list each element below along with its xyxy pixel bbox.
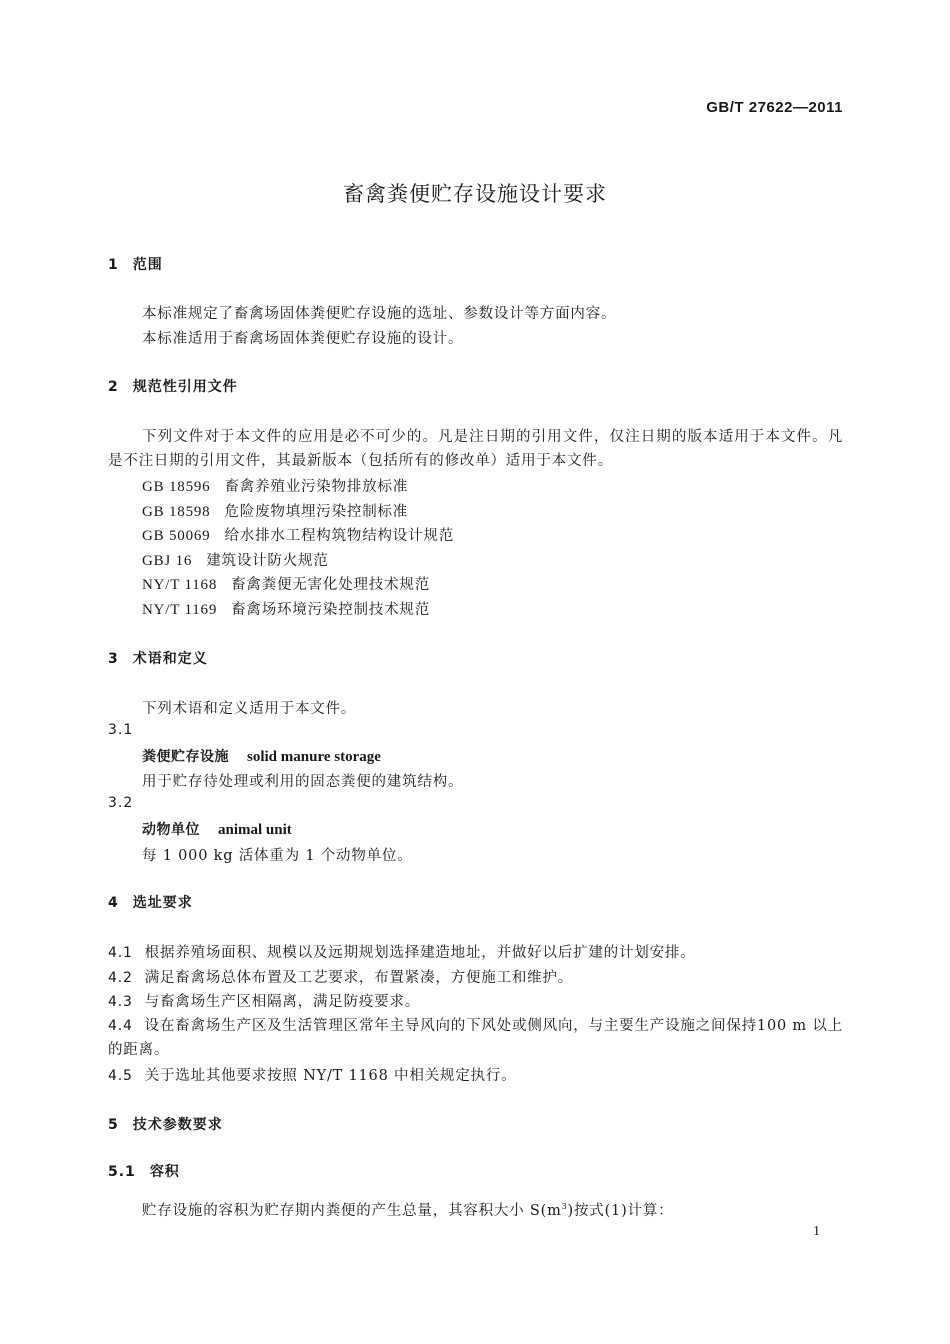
- subsection-title: 容积: [149, 1164, 180, 1180]
- subsection-5-1-heading: [108, 1161, 180, 1181]
- clause-number: 4.5: [108, 1068, 133, 1084]
- clause-number: 4.3: [108, 994, 133, 1010]
- reference-title: 建筑设计防火规范: [206, 553, 329, 569]
- reference-title: 畜禽场环境污染控制技术规范: [231, 602, 431, 618]
- clause: [108, 1064, 516, 1085]
- standard-code: GB/T 27622—2011: [706, 99, 843, 116]
- section-1-heading: [108, 254, 163, 274]
- term-english: animal unit: [218, 822, 292, 838]
- term-number: 3.1: [108, 722, 134, 738]
- clause-text: 关于选址其他要求按照 NY/T 1168 中相关规定执行。: [144, 1068, 517, 1084]
- reference-title: 畜禽养殖业污染物排放标准: [224, 479, 409, 495]
- reference-code: GB 18598: [142, 504, 211, 520]
- reference-item: [142, 475, 408, 496]
- paragraph-text: )按式(1)计算：: [567, 1203, 674, 1219]
- section-title: 范围: [132, 257, 163, 273]
- reference-code: NY/T 1169: [142, 602, 218, 618]
- section-title: 选址要求: [132, 895, 193, 911]
- clause-text: 根据养殖场面积、规模以及远期规划选择建造地址，并做好以后扩建的计划安排。: [144, 945, 696, 961]
- reference-item: [142, 524, 454, 545]
- superscript: 3: [561, 1202, 568, 1212]
- section-number: 4: [108, 895, 119, 911]
- clause-text: 满足畜禽场总体布置及工艺要求，布置紧凑，方便施工和维护。: [144, 970, 574, 986]
- reference-title: 给水排水工程构筑物结构设计规范: [224, 528, 454, 544]
- clause: [108, 966, 573, 987]
- section-number: 3: [108, 651, 119, 667]
- clause-text: 设在畜禽场生产区及生活管理区常年主导风向的下风处或侧风向，与主要生产设施之间保持100 m 以上的距离。: [108, 1018, 843, 1058]
- clause-number: 4.1: [108, 945, 133, 961]
- term-entry: [142, 746, 381, 766]
- reference-code: GB 50069: [142, 528, 211, 544]
- document-title: 畜禽粪便贮存设施设计要求: [343, 182, 607, 206]
- reference-code: GB 18596: [142, 479, 211, 495]
- term-definition: 用于贮存待处理或利用的固态粪便的建筑结构。: [142, 774, 464, 790]
- section-2-heading: [108, 376, 238, 396]
- section-4-heading: [108, 892, 193, 912]
- term-english: solid manure storage: [247, 749, 381, 765]
- clause-text: 与畜禽场生产区相隔离，满足防疫要求。: [144, 994, 421, 1010]
- section-title: 规范性引用文件: [132, 379, 238, 395]
- section-3-heading: [108, 648, 208, 668]
- paragraph: 下列文件对于本文件的应用是必不可少的。凡是注日期的引用文件，仅注日期的版本适用于本文件。凡是不注日期的引用文件，其最新版本（包括所有的修改单）适用于本文件。: [108, 429, 843, 469]
- section-title: 技术参数要求: [132, 1117, 223, 1133]
- clause-number: 4.2: [108, 970, 133, 986]
- subsection-number: 5.1: [108, 1164, 136, 1180]
- term-definition: 每 1 000 kg 活体重为 1 个动物单位。: [142, 848, 413, 864]
- clause: [108, 1014, 843, 1062]
- section-title: 术语和定义: [132, 651, 208, 667]
- term-entry: [142, 819, 292, 839]
- section-number: 1: [108, 257, 119, 273]
- clause: [108, 941, 695, 962]
- reference-title: 畜禽粪便无害化处理技术规范: [231, 577, 431, 593]
- reference-title: 危险废物填埋污染控制标准: [224, 504, 409, 520]
- paragraph: 本标准适用于畜禽场固体粪便贮存设施的设计。: [142, 331, 464, 347]
- reference-item: [142, 549, 329, 570]
- clause: [108, 990, 420, 1011]
- paragraph: 本标准规定了畜禽场固体粪便贮存设施的选址、参数设计等方面内容。: [142, 306, 617, 322]
- paragraph-text: 贮存设施的容积为贮存期内粪便的产生总量，其容积大小 S(m: [142, 1203, 562, 1219]
- section-number: 2: [108, 379, 119, 395]
- reference-item: [142, 500, 408, 521]
- paragraph: [142, 1199, 673, 1220]
- term-chinese: 动物单位: [142, 822, 200, 838]
- clause-number: 4.4: [108, 1018, 133, 1034]
- paragraph: 下列术语和定义适用于本文件。: [142, 701, 357, 717]
- term-chinese: 粪便贮存设施: [142, 749, 229, 765]
- reference-code: GBJ 16: [142, 553, 193, 569]
- page-number: 1: [813, 1224, 820, 1239]
- term-number: 3.2: [108, 795, 134, 811]
- section-5-heading: [108, 1114, 223, 1134]
- section-number: 5: [108, 1117, 119, 1133]
- reference-item: [142, 598, 430, 619]
- reference-item: [142, 573, 430, 594]
- reference-code: NY/T 1168: [142, 577, 218, 593]
